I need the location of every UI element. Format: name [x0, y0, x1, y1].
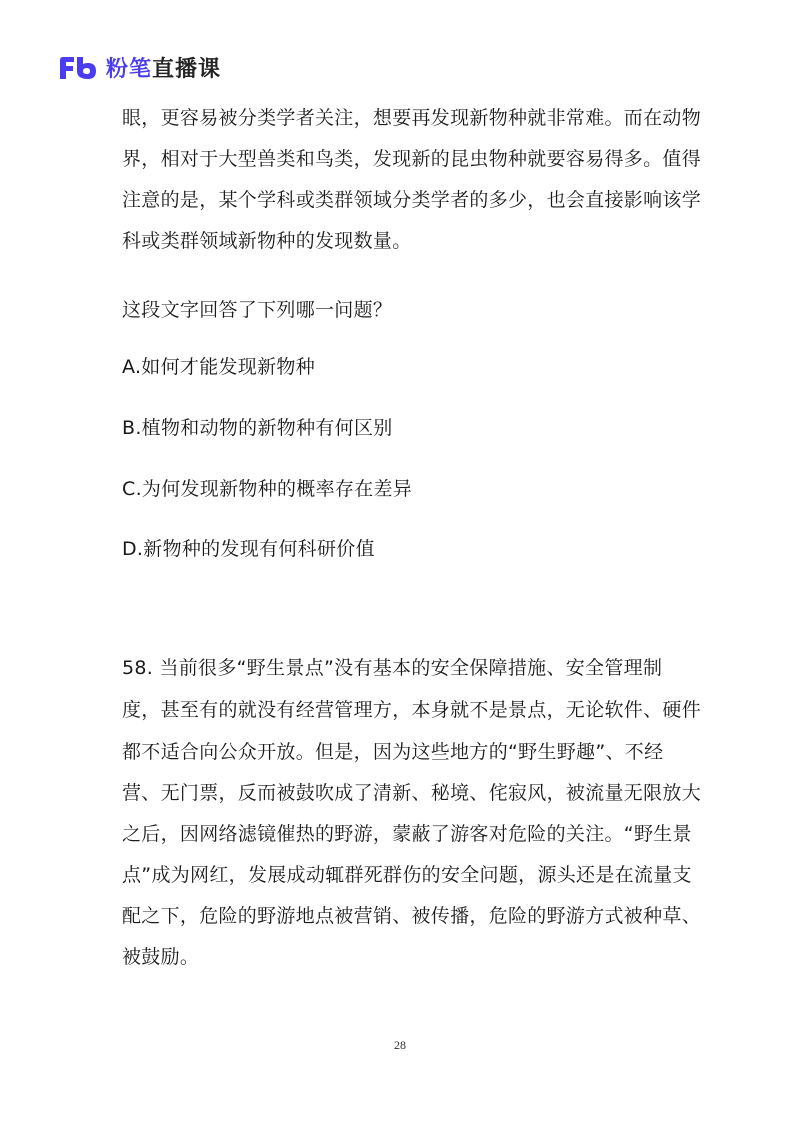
question-text: 这段文字回答了下列哪一问题？ [122, 299, 393, 321]
text-line: 注意的是，某个学科或类群领域分类学者的多少，也会直接影响该学 [122, 189, 702, 211]
option-c: C.为何发现新物种的概率存在差异 [122, 478, 413, 500]
brand-logo [58, 52, 221, 83]
logo-product-text: 直播课 [152, 57, 222, 82]
text-line: 度，甚至有的就没有经营管理方，本身就不是景点，无论软件、硬件 [122, 699, 702, 721]
fb-logo-icon [58, 56, 98, 80]
option-b: B.植物和动物的新物种有何区别 [122, 417, 393, 439]
option-d: D.新物种的发现有何科研价值 [122, 538, 375, 560]
text-line: 营、无门票，反而被鼓吹成了清新、秘境、侘寂风，被流量无限放大 [122, 782, 702, 804]
text-line: 科或类群领域新物种的发现数量。 [122, 230, 412, 252]
text-line: 58. 当前很多“野生景点”没有基本的安全保障措施、安全管理制 [122, 657, 663, 679]
text-line: 点”成为网红，发展成动辄群死群伤的安全问题，源头还是在流量支 [122, 864, 692, 886]
option-a: A.如何才能发现新物种 [122, 356, 316, 378]
text-line: 之后，因网络滤镜催热的野游，蒙蔽了游客对危险的关注。“野生景 [122, 823, 692, 845]
text-line: 配之下，危险的野游地点被营销、被传播，危险的野游方式被种草、 [122, 905, 702, 927]
logo-brand-text: 粉笔 [106, 57, 153, 82]
text-line: 眼，更容易被分类学者关注，想要再发现新物种就非常难。而在动物 [122, 107, 702, 129]
page-number: 28 [394, 1038, 406, 1052]
text-line: 被鼓励。 [122, 946, 200, 968]
text-line: 界，相对于大型兽类和鸟类，发现新的昆虫物种就要容易得多。值得 [122, 148, 702, 170]
text-line: 都不适合向公众开放。但是，因为这些地方的“野生野趣”、不经 [122, 741, 664, 763]
